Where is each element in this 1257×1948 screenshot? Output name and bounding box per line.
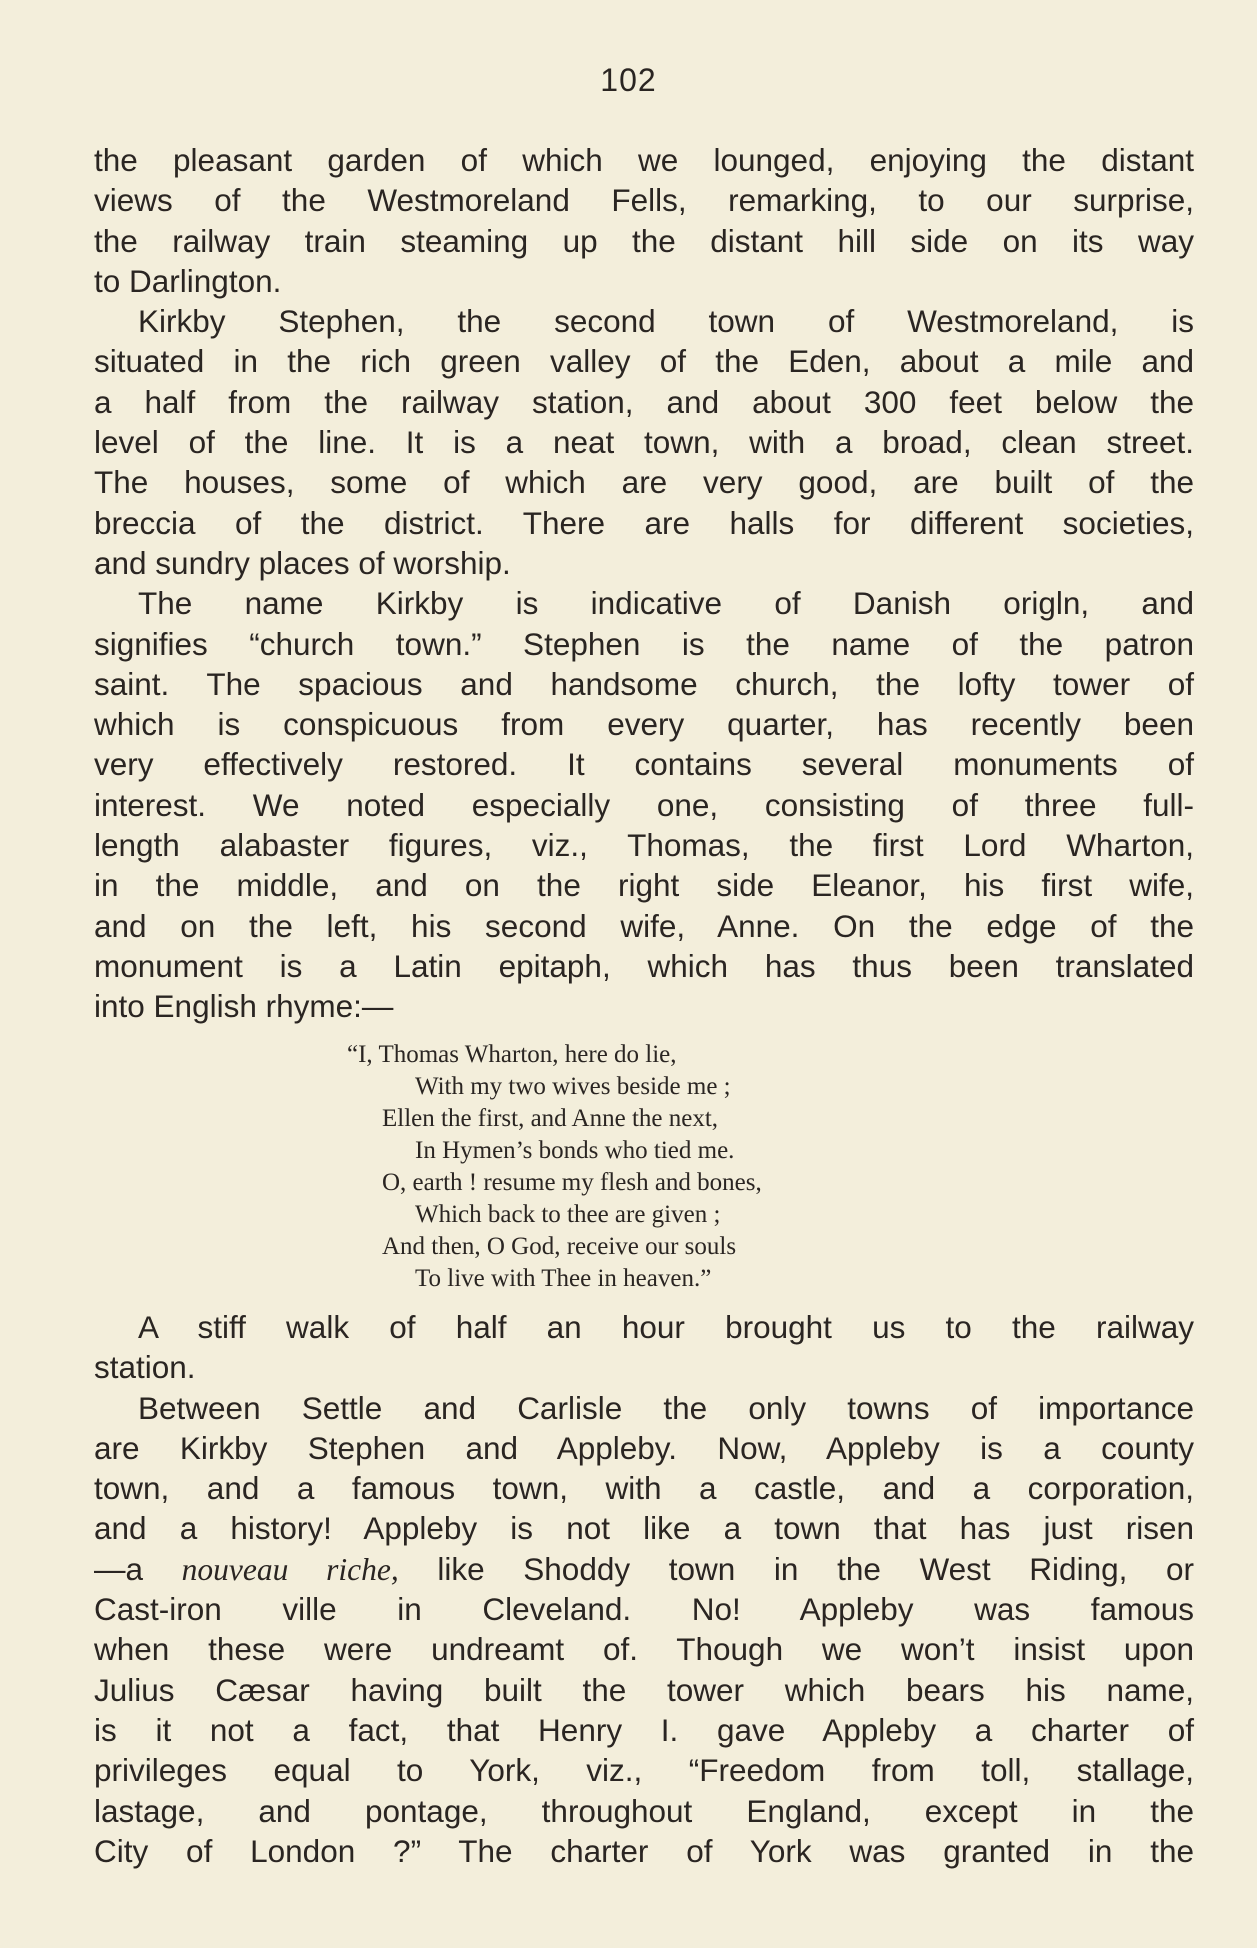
text-line: The houses, some of which are very good, are built of the: [94, 464, 1194, 501]
text-line: A stiff walk of half an hour brought us to the railway: [138, 1309, 1194, 1345]
text-line: Julius Cæsar having built the tower which bears his name,: [94, 1671, 1194, 1708]
poem-line: And then, O God, receive our souls: [382, 1233, 737, 1260]
text-line: and a history! Appleby is not like a town that has just risen: [94, 1510, 1194, 1547]
poem-line: O, earth ! resume my flesh and bones,: [382, 1169, 762, 1196]
text-line: when these were undreamt of. Though we won’t insist upon: [94, 1631, 1194, 1668]
text-line: a half from the railway station, and about 300 feet below the: [94, 383, 1194, 420]
poem-line: Ellen the first, and Anne the next,: [382, 1105, 719, 1132]
page-number: 102: [600, 62, 657, 98]
main-text-bottom: [94, 1307, 1194, 1871]
poem-line: With my two wives beside me ;: [415, 1073, 731, 1100]
text-line: The name Kirkby is indicative of Danish origln, and: [138, 585, 1194, 622]
text-line: Cast-iron ville in Cleveland. No! Appleby was famous: [94, 1591, 1194, 1628]
text-line: and on the left, his second wife, Anne. On the edge of the: [94, 907, 1194, 944]
text-line: saint. The spacious and handsome church, the lofty tower of: [94, 665, 1194, 702]
poem-line: “I, Thomas Wharton, here do lie,: [347, 1041, 677, 1068]
text-line: Kirkby Stephen, the second town of Westmoreland, is: [138, 303, 1194, 340]
text-line: the pleasant garden of which we lounged, enjoying the distant: [94, 142, 1194, 178]
text-line: in the middle, and on the right side Eleanor, his first wife,: [94, 867, 1194, 904]
poem-line: Which back to thee are given ;: [415, 1201, 721, 1228]
text-line: privileges equal to York, viz., “Freedom from toll, stallage,: [94, 1752, 1194, 1789]
text-line: are Kirkby Stephen and Appleby. Now, Appleby is a county: [94, 1429, 1194, 1466]
text-line: to Darlington.: [94, 262, 282, 299]
text-line: breccia of the district. There are halls for different societies,: [94, 504, 1194, 541]
text-line: lastage, and pontage, throughout England, except in the: [94, 1792, 1194, 1829]
text-line: length alabaster figures, viz., Thomas, the first Lord Wharton,: [94, 827, 1194, 864]
text-line: City of London ?” The charter of York was granted in the: [94, 1832, 1194, 1869]
text-line: station.: [94, 1349, 196, 1386]
text-line: signifies “church town.” Stephen is the name of the patron: [94, 625, 1194, 662]
main-text-top: [94, 140, 1194, 1027]
italic-phrase: nouveau riche,: [181, 1551, 399, 1587]
text-fragment: —a: [94, 1550, 182, 1587]
text-line: Between Settle and Carlisle the only towns of importance: [138, 1389, 1194, 1426]
text-line: very effectively restored. It contains several monuments of: [94, 746, 1194, 783]
poem-line: In Hymen’s bonds who tied me.: [415, 1137, 735, 1164]
poem-line: To live with Thee in heaven.”: [415, 1265, 712, 1292]
text-line: the railway train steaming up the distant hill side on its way: [94, 222, 1194, 259]
text-line: interest. We noted especially one, consisting of three full-: [94, 786, 1194, 823]
text-line: level of the line. It is a neat town, with a broad, clean street.: [94, 424, 1194, 461]
text-line: town, and a famous town, with a castle, and a corporation,: [94, 1470, 1194, 1507]
text-line: and sundry places of worship.: [94, 544, 511, 581]
text-line: monument is a Latin epitaph, which has thus been translated: [94, 947, 1194, 984]
text-line: is it not a fact, that Henry I. gave Appleby a charter of: [94, 1711, 1194, 1748]
text-line: situated in the rich green valley of the Eden, about a mile and: [94, 343, 1194, 380]
text-line: views of the Westmoreland Fells, remarking, to our surprise,: [94, 182, 1194, 219]
text-line: [94, 1549, 1194, 1589]
text-fragment: like Shoddy town in the West Riding, or: [398, 1550, 1194, 1587]
text-line: which is conspicuous from every quarter, has recently been: [94, 706, 1194, 743]
text-line: into English rhyme:—: [94, 988, 394, 1025]
